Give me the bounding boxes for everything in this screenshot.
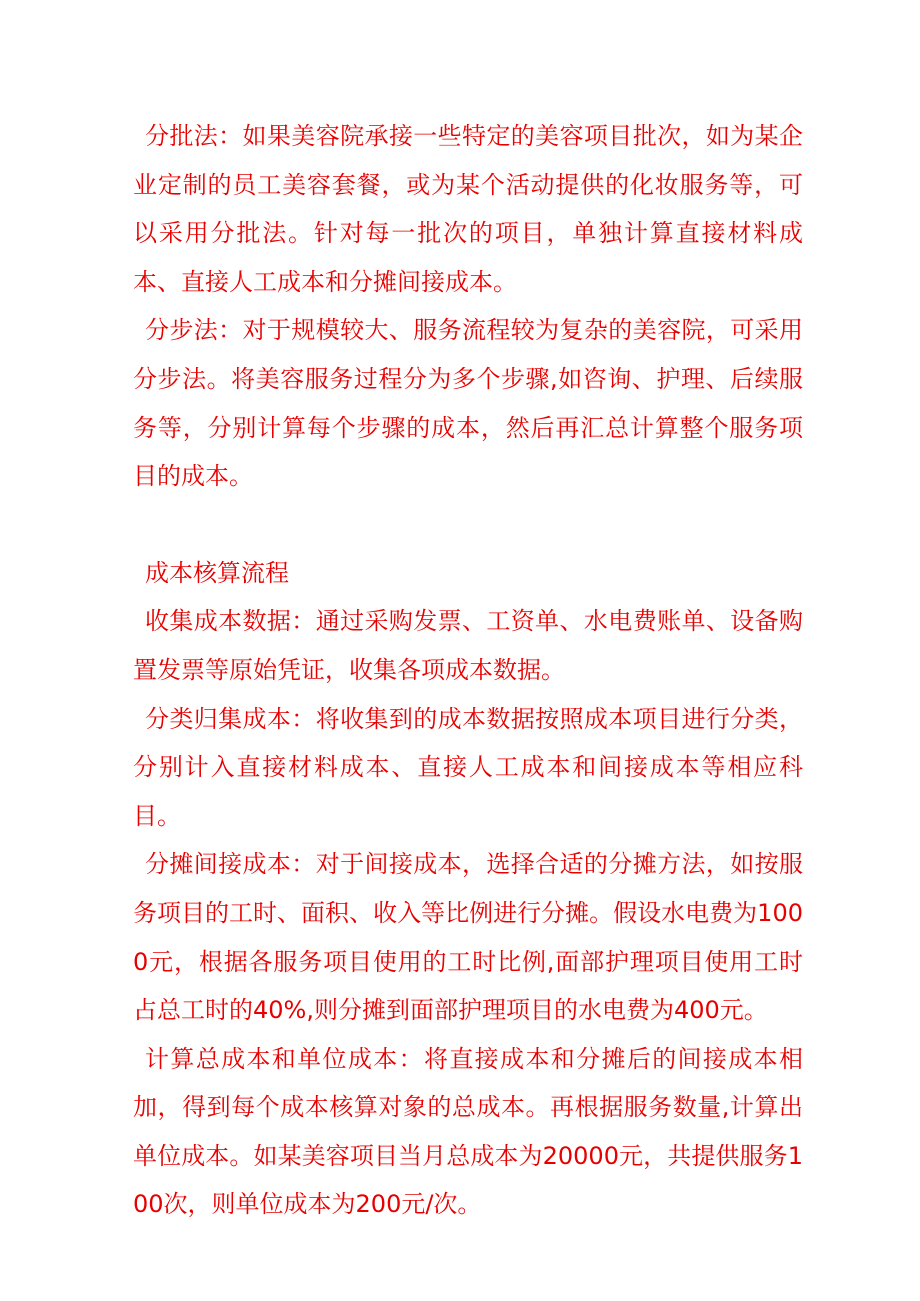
paragraph-collect-cost-data: 收集成本数据：通过采购发票、工资单、水电费账单、设备购置发票等原始凭证，收集各项成本数据。 (133, 607, 803, 684)
paragraph-step-method: 分步法：对于规模较大、服务流程较为复杂的美容院，可采用分步法。将美容服务过程分为多个步骤,如咨询、护理、后续服务等，分别计算每个步骤的成本，然后再汇总计算整个服务项目的成本。 (133, 316, 803, 491)
section-heading: 成本核算流程 (145, 558, 289, 587)
paragraph-allocate-indirect-costs: 分摊间接成本：对于间接成本，选择合适的分摊方法，如按服务项目的工时、面积、收入等比例进行分摊。假设水电费为1000元，根据各服务项目使用的工时比例,面部护理项目使用工时占总工时的40%,则分摊到面部护理项目的水电费为400元。 (133, 850, 803, 1025)
document-body (133, 112, 803, 1229)
paragraph-spacer (133, 501, 803, 549)
paragraph-batch-method: 分批法：如果美容院承接一些特定的美容项目批次，如为某企业定制的员工美容套餐，或为某个活动提供的化妆服务等，可以采用分批法。针对每一批次的项目，单独计算直接材料成本、直接人工成本和分摊间接成本。 (133, 122, 803, 296)
paragraph-calculate-total-unit-cost: 计算总成本和单位成本：将直接成本和分摊后的间接成本相加，得到每个成本核算对象的总成本。再根据服务数量,计算出单位成本。如某美容项目当月总成本为20000元，共提供服务100次，则单位成本为200元/次。 (133, 1044, 803, 1219)
paragraph-classify-costs: 分类归集成本：将收集到的成本数据按照成本项目进行分类，分别计入直接材料成本、直接人工成本和间接成本等相应科目。 (133, 704, 803, 830)
